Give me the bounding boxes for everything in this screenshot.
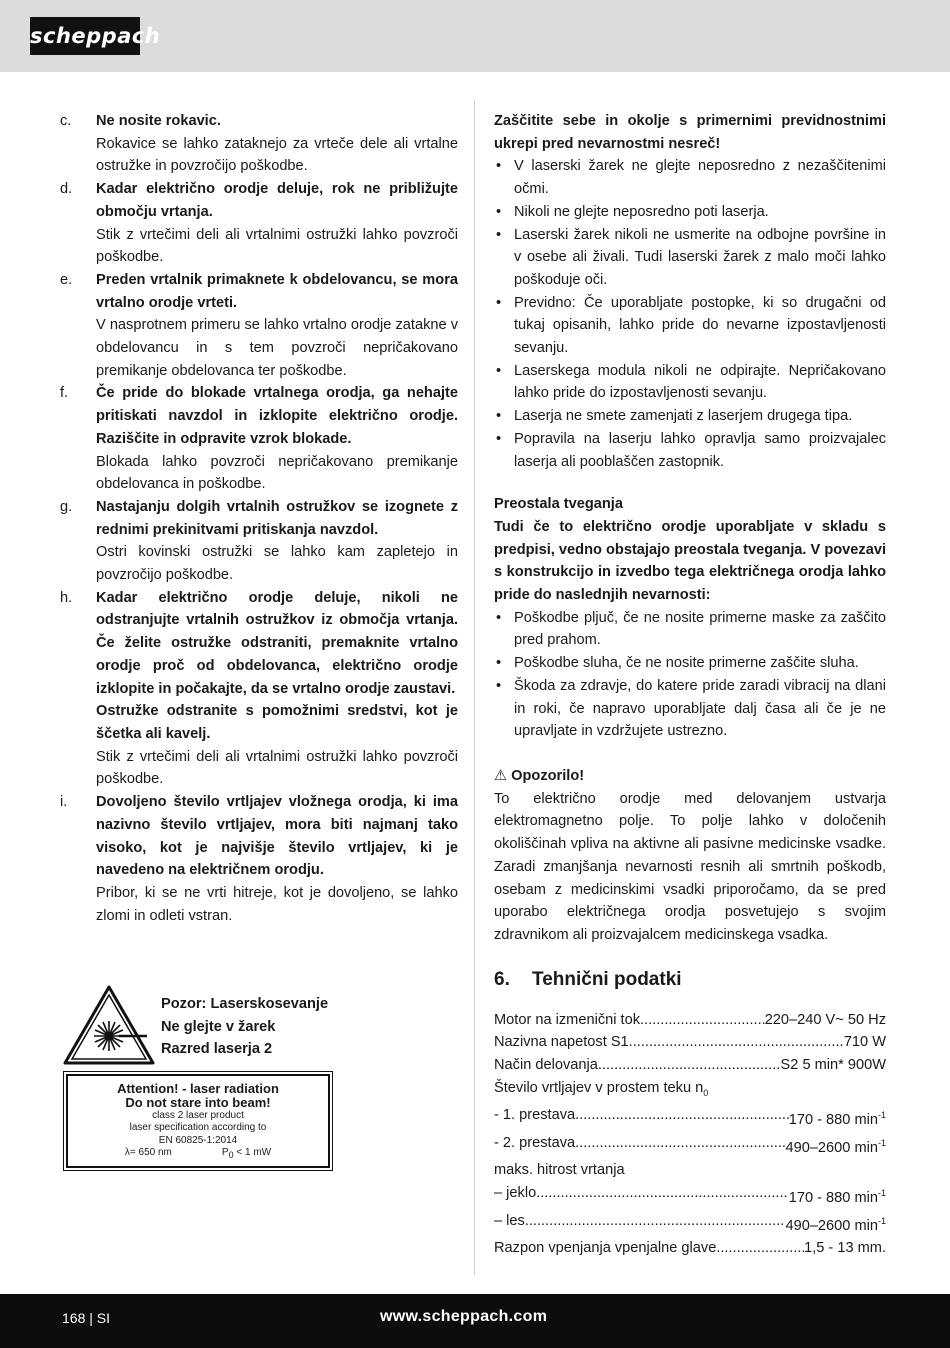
list-item: d. Kadar električno orodje deluje, rok ne približujte območju vrtanja. Stik z vrtečimi deli ali vrtalnimi ostružki lahko povzroči poškodbe. [60, 181, 458, 266]
risk-bullets [494, 607, 886, 743]
spec-row: Razpon vpenjanja vpenjalne glave ..... 1,5 - 13 mm. [494, 1237, 886, 1260]
laser-safety-heading: Zaščitite sebe in okolje s primernimi previdnostnimi ukrepi pred nevarnostmi nesreč! [494, 113, 886, 152]
list-item: • Laserskega modula nikoli ne odpirajte. Nepričakovano lahko pride do izpostavljenosti sevanju. [496, 362, 886, 402]
list-item: h. Kadar električno orodje deluje, nikoli ne odstranjujte vrtalnih ostružkov iz območja vrtanja. Če želite ostružke odstraniti, premaknite vrtalno orodje proč od obdelovanca, električno orodje izklopite in počakajte, da se vrtalno orodje zaustavi. Ostružke odstranite s pomožnimi sredstvi, kot je ščetka ali kavelj. Stik z vrtečimi deli ali vrtalnimi ostružki lahko povzroči poškodbe. [60, 589, 458, 788]
warning-title: ⚠ Opozorilo! [494, 767, 585, 784]
list-item: c. Ne nosite rokavic. Rokavice se lahko zataknejo za vrteče dele ali vrtalne ostružke in povzročijo poškodbe. [60, 113, 458, 175]
list-item: • Nikoli ne glejte neposredno poti laserja. [496, 203, 769, 220]
list-item: • Previdno: Če uporabljate postopke, ki so drugačni od tukaj opisanih, lahko pride do nevarne izpostavljenosti sevanju. [496, 294, 886, 357]
list-item: • Škoda za zdravje, do katere pride zaradi vibracij na dlani in roki, če napravo uporabljate dalj časa ali če je ne upravljate in vzdržujete ustrezno. [496, 677, 886, 740]
residual-risks-title: Preostala tveganja [494, 496, 623, 513]
laser-label: Attention! - laser radiation Do not stare into beam! class 2 laser product laser specification according to EN 60825-1:2014 λ= 650 nm $P_0 < 1$ mW [63, 1071, 333, 1171]
brand-logo: scheppach [30, 17, 140, 55]
page-number: 168 | SI [62, 1310, 111, 1326]
list-item: • Laserja ne smete zamenjati z laserjem drugega tipa. [496, 408, 853, 425]
spec-row: – les ..... 490–2600 $\min^{-1}$ [494, 1210, 886, 1238]
spec-row: maks. hitrost vrtanja [494, 1162, 625, 1179]
website-url: www.scheppach.com [380, 1308, 548, 1325]
spec-row: - 1. prestava ..... 170 - 880 $\min^{-1}$ [494, 1104, 886, 1132]
warning-text: To električno orodje med delovanjem ustvarja elektromagnetno polje. To polje lahko v določenih okoliščinah vpliva na aktivne ali pasivne medicinske vsadke. Zaradi zmanjšanja nevarnosti resnih ali smrtnih poškodb, osebam z medicinskimi vsadki priporočamo, da se pred uporabo električnega orodja posvetujejo s svojim zdravnikom ali proizvajalcem medicinskega vsadka. [494, 790, 886, 943]
list-item: • Popravila na laserju lahko opravlja samo proizvajalec laserja ali pooblaščen zastopnik. [496, 430, 886, 470]
list-item: f. Če pride do blokade vrtalnega orodja, ga nehajte pritiskati navzdol in izklopite električno orodje. Raziščite in odpravite vzrok blokade. Blokada lahko povzroči nepričakovano premikanje obdelovanca in poškodbe. [60, 385, 458, 493]
list-item: • V laserski žarek ne glejte neposredno z nezaščitenimi očmi. [496, 158, 886, 198]
spec-row: – jeklo ..... 170 - 880 $\min^{-1}$ [494, 1182, 886, 1210]
list-item: • Poškodbe pljuč, če ne nosite primerne maske za zaščito pred prahom. [496, 609, 886, 649]
right-column [494, 110, 886, 1260]
laser-bullets [494, 155, 886, 473]
list-item: g. Nastajanju dolgih vrtalnih ostružkov se izognete z rednimi prekinitvami pritiskanja navzdol. Ostri kovinski ostružki se lahko kam zapletejo in povzročijo poškodbe. [60, 498, 458, 584]
header-bar [0, 0, 950, 72]
spec-row: Število vrtljajev v prostem teku $n_0$ [494, 1079, 709, 1098]
spec-row: Motor na izmenični tok ..... 220–240 V~ 50 Hz [494, 1009, 886, 1032]
laser-warning-block [63, 985, 458, 1173]
laser-warning-icon [63, 985, 155, 1065]
residual-risks-intro: Tudi če to električno orodje uporabljate v skladu s predpisi, vedno obstajajo preostala tveganja. V povezavi s konstrukcijo in izvedbo tega električnega orodja lahko pride do naslednjih nevarnosti: [494, 518, 886, 604]
list-item: • Laserski žarek nikoli ne usmerite na odbojne površine in v osebe ali živali. Tudi laserski žarek z malo moči lahko poškoduje oči. [496, 226, 886, 288]
list-item: e. Preden vrtalnik primaknete k obdelovancu, se mora vrtalno orodje vrteti. V nasprotnem primeru se lahko vrtalno orodje zatakne v obdelovancu in s tem povzroči nepričakovano premikanje obdelovanca ter poškodbe. [60, 271, 458, 379]
spec-row: Način delovanja ..... S2 5 min* 900W [494, 1054, 886, 1077]
spec-row: - 2. prestava ..... 490–2600 $\min^{-1}$ [494, 1132, 886, 1160]
list-item: i. Dovoljeno število vrtljajev vložnega orodja, ki ima nazivno število vrtljajev, mora biti najmanj tako visoko, kot je najvišje število vrtljajev, ki je navedeno na električnem orodju. Pribor, ki se ne vrti hitreje, kot je dovoljeno, se lahko zlomi in odleti vstran. [60, 794, 458, 924]
column-divider [474, 100, 475, 1275]
warning-icon: ⚠ [494, 767, 508, 784]
laser-warning-text: Pozor: Laserskosevanje Ne glejte v žarek Razred laserja 2 [161, 996, 329, 1057]
left-column [60, 110, 458, 927]
spec-row: Nazivna napetost S1 ..... 710 W [494, 1031, 886, 1054]
footer-bar [0, 1294, 950, 1348]
section-title: 6. Tehnični podatki [494, 968, 682, 990]
spec-table [494, 1009, 886, 1260]
list-item: • Poškodbe sluha, če ne nosite primerne zaščite sluha. [496, 655, 859, 672]
